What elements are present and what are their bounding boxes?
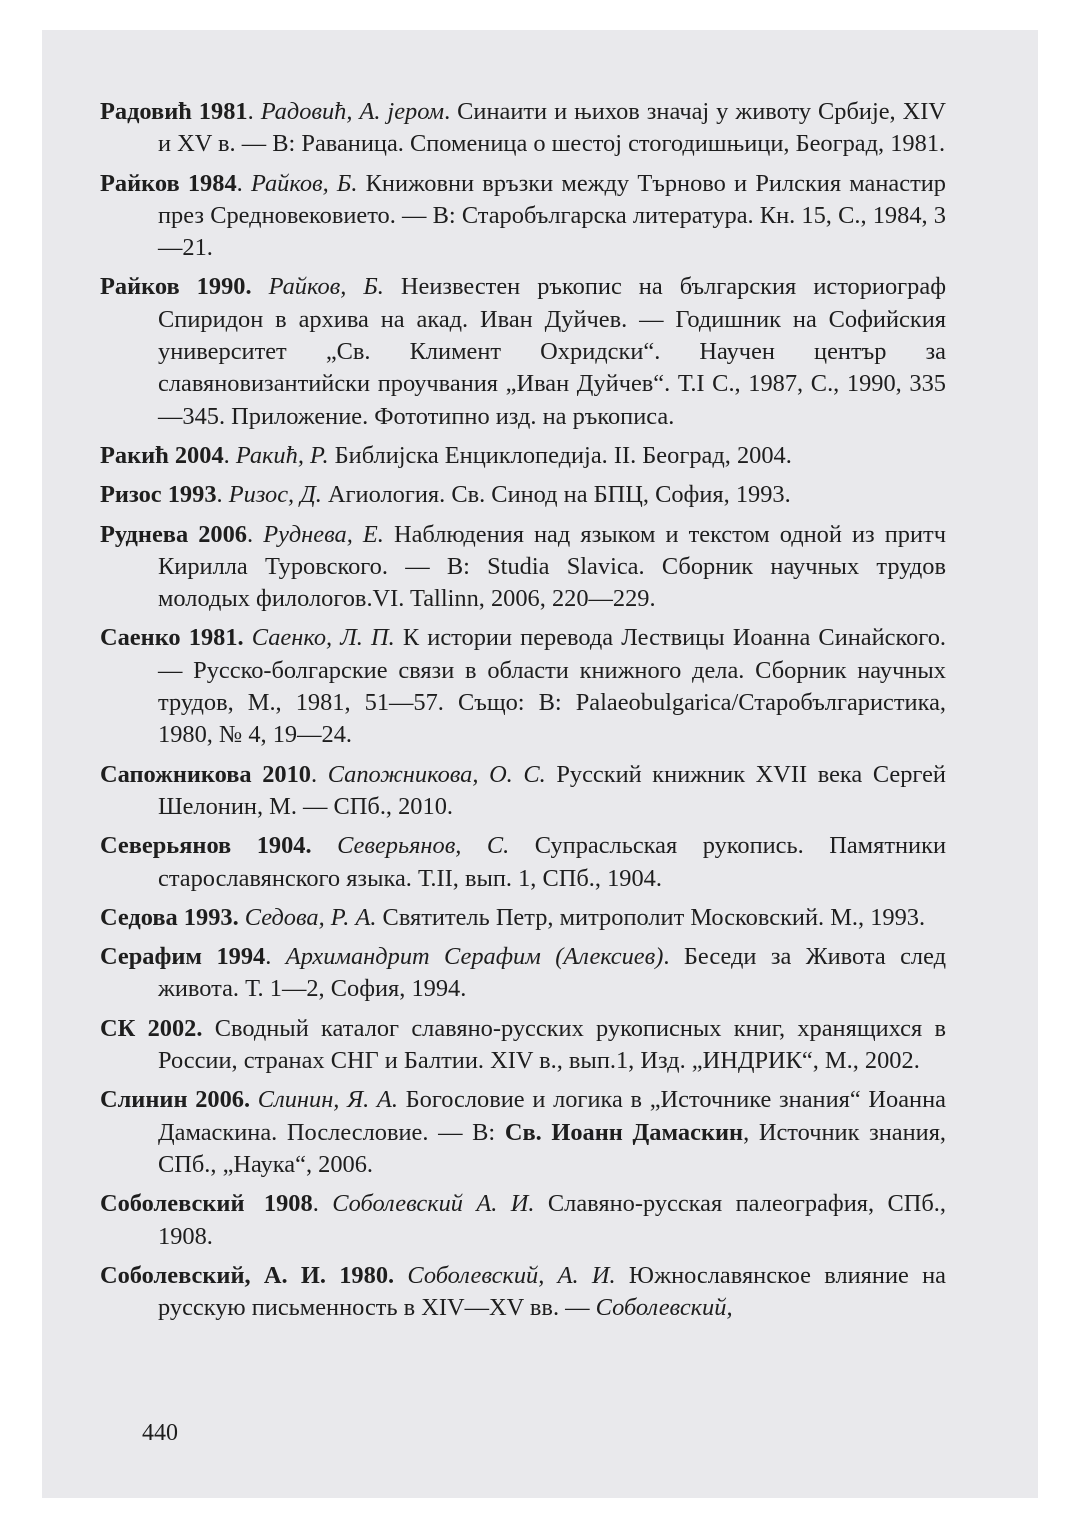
bibliography-entry: Радовић 1981. Радовић, А. јером. Синаити и њихов значај у животу Србије, XIV и XV в. — В: Раваница. Споменица о шестој стогодишњици, Београд, 1981. xyxy=(100,98,946,158)
bibliography-list xyxy=(100,96,946,1331)
entry-key: Северьянов 1904. xyxy=(100,832,312,860)
bibliography-entry xyxy=(100,622,946,751)
entry-text: Наблюдения над языком и текстом одной из притч Кирилла Туровского. — В: Studia Slavica. Сборник научных трудов молодых филологов.VI. Tallinn, 2006, 220—229. xyxy=(158,520,946,613)
entry-text: Южнославянское влияние на русскую письменность в XIV—XV вв. — xyxy=(158,1261,946,1322)
entry-author: Ракић, Р. xyxy=(235,441,329,469)
entry-text-continued: , Источник знания, СПб., „Наука“, 2006. xyxy=(158,1118,947,1178)
entry-key: СК 2002. xyxy=(100,1014,203,1042)
entry-author: Седова, Р. А. xyxy=(244,903,377,931)
entry-text: К истории перевода Лествицы Иоанна Синайского. — Русско-болгарские связи в области книжного дела. Сборник научных трудов, М., 1981, 51—57. Също: В: Palaeobulgarica/Старобългаристика, 1980, № 4, 19—24. xyxy=(158,624,946,749)
entry-author: Руднева, Е. xyxy=(263,520,384,548)
entry-key: Руднева 2006 xyxy=(100,520,247,548)
bibliography-entry xyxy=(100,830,946,895)
entry-key: Седова 1993. xyxy=(100,903,239,931)
entry-text: Неизвестен ръкопис на българския историограф Спиридон в архива на акад. Иван Дуйчев. — Годишник на Софийския университет „Св. Климент Охридски“. Научен център за славяновизантийски проучвания „Иван Дуйчев“. Т.І С., 1987, С., 1990, 335—345. Приложение. Фототипно изд. на ръкописа. xyxy=(158,273,946,430)
entry-author-continued: Соболевский, xyxy=(595,1294,733,1322)
entry-key: Сапожникова 2010 xyxy=(100,760,311,788)
entry-key: Радовић 1981 xyxy=(100,98,248,125)
entry-text: Сводный каталог славяно-русских рукописных книг, хранящихся в России, странах СНГ и Балтии. XIV в., вып.1, Изд. „ИНДРИК“, М., 2002. xyxy=(158,1014,946,1075)
bibliography-entry xyxy=(100,902,946,934)
entry-author: Северьянов, С. xyxy=(337,832,510,860)
bibliography-entry xyxy=(100,1084,946,1181)
entry-author: Райков, Б. xyxy=(268,273,384,301)
entry-key: Серафим 1994 xyxy=(100,943,266,971)
entry-text: Святитель Петр, митрополит Московский. М., 1993. xyxy=(376,903,926,931)
entry-author: Райков, Б. xyxy=(250,169,358,197)
entry-text: Книжовни връзки между Търново и Рилския манастир през Средновековието. — В: Старобългарска литература. Кн. 15, С., 1984, 3—21. xyxy=(158,169,946,262)
bibliography-entry: Ракић 2004. Ракић, Р. Библијска Енциклопедија. II. Београд, 2004. xyxy=(100,441,792,469)
bibliography-entry: Ризос 1993. Ризос, Д. Агиология. Св. Синод на БПЦ, София, 1993. xyxy=(100,481,791,509)
entry-key: Саенко 1981. xyxy=(100,624,244,652)
bibliography-entry: Руднева 2006. Руднева, Е. Наблюдения над языком и текстом одной из притч Кирилла Туровского. — В: Studia Slavica. Сборник научных трудов молодых филологов.VI. Tallinn, 2006, 220—229. xyxy=(100,520,946,613)
bibliography-entry: Райков 1984. Райков, Б. Книжовни връзки между Търново и Рилския манастир през Средновековието. — В: Старобългарска литература. Кн. 15, С., 1984, 3—21. xyxy=(100,169,946,262)
entry-author: Слинин, Я. А. xyxy=(257,1086,398,1114)
entry-key: Райков 1990. xyxy=(100,273,252,301)
entry-author: Саенко, Л. П. xyxy=(251,624,395,652)
entry-author: Радовић, А. јером xyxy=(260,98,445,125)
bibliography-entry xyxy=(100,271,946,432)
bibliography-entry: Серафим 1994. Архимандрит Серафим (Алексиев). Беседи за Живота след живота. Т. 1—2, София, 1994. xyxy=(100,943,946,1003)
page-number: 440 xyxy=(142,1420,178,1446)
bibliography-entry: Сапожникова 2010. Сапожникова, О. С. Русский книжник XVII века Сергей Шелонин, М. — СПб., 2010. xyxy=(100,760,946,820)
entry-text: Агиология. Св. Синод на БПЦ, София, 1993. xyxy=(321,481,791,509)
entry-author: Архимандрит Серафим (Алексиев) xyxy=(285,943,664,971)
entry-source-title: Св. Иоанн Дамаскин xyxy=(504,1118,744,1146)
entry-key: Райков 1984 xyxy=(100,169,237,197)
entry-text: Библијска Енциклопедија. II. Београд, 2004. xyxy=(328,441,792,469)
entry-key: Ракић 2004 xyxy=(100,441,224,469)
bibliography-entry xyxy=(100,1260,946,1325)
entry-text: Богословие и логика в „Источнике знания“ Иоанна Дамаскина. Послесловие. — В: xyxy=(158,1086,946,1146)
entry-key: Слинин 2006. xyxy=(100,1086,251,1114)
bibliography-entry: Соболевский 1908. Соболевский А. И. Славяно-русская палеография, СПб., 1908. xyxy=(100,1190,946,1250)
entry-text: Русский книжник XVII века Сергей Шелонин, М. — СПб., 2010. xyxy=(158,760,946,820)
entry-text: Славяно-русская палеография, СПб., 1908. xyxy=(158,1190,946,1250)
entry-author: Сапожникова, О. С. xyxy=(327,760,546,788)
entry-author: Соболевский, А. И. xyxy=(407,1261,616,1289)
entry-key: Соболевский, А. И. 1980. xyxy=(100,1261,395,1289)
entry-key: Ризос 1993 xyxy=(100,481,217,509)
entry-text: . Беседи за Живота след живота. Т. 1—2, София, 1994. xyxy=(158,943,946,1003)
entry-text: . Синаити и њихов значај у животу Србије, XIV и XV в. — В: Раваница. Споменица о шестој стогодишњици, Београд, 1981. xyxy=(158,98,946,158)
entry-text: Супрасльская рукопись. Памятники старославянского языка. Т.II, вып. 1, СПб., 1904. xyxy=(158,832,946,892)
entry-author: Ризос, Д. xyxy=(228,481,322,509)
entry-author: Соболевский А. И. xyxy=(332,1190,535,1218)
entry-key: Соболевский 1908 xyxy=(100,1190,313,1218)
bibliography-entry xyxy=(100,1013,946,1078)
